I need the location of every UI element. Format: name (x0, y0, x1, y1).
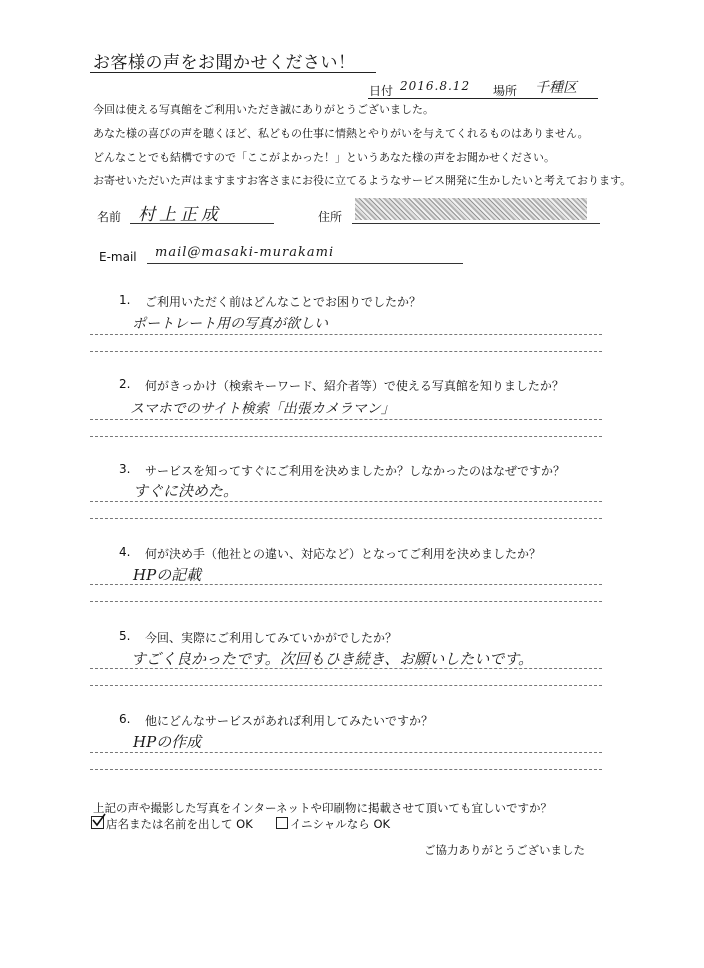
address-underline (352, 223, 600, 224)
answer-1-line-2 (90, 351, 602, 352)
title-underline (90, 72, 376, 73)
answer-5-line-1 (90, 668, 602, 669)
answer-6-line-2 (90, 769, 602, 770)
option-name-label: 店名または名前を出して OK (106, 817, 253, 831)
question-6-text: 他にどんなサービスがあれば利用してみたいですか？ (145, 714, 434, 728)
answer-1-line-1 (90, 334, 602, 335)
intro-line-2: あなた様の喜びの声を聴くほど、私どもの仕事に情熱とやりがいを与えてくれるものはありません。 (93, 127, 589, 140)
date-label: 日付 (369, 84, 394, 98)
answer-2-line-2 (90, 436, 602, 437)
permission-question: 上記の声や撮影した写真をインターネットや印刷物に掲載させて頂いても宜しいですか？ (93, 801, 552, 815)
question-5-number: 5. (119, 629, 131, 643)
email-label: E-mail (99, 250, 137, 264)
intro-line-1: 今回は使える写真館をご利用いただき誠にありがとうございました。 (93, 103, 434, 116)
question-3-text: サービスを知ってすぐにご利用を決めましたか？しなかったのはなぜですか？ (145, 464, 566, 478)
answer-3-line-1 (90, 501, 602, 502)
date-place-underline (368, 98, 598, 99)
place-label: 場所 (493, 84, 518, 98)
question-4-text: 何が決め手（他社との違い、対応など）となってご利用を決めましたか？ (145, 547, 542, 561)
form-title: お客様の声をお聞かせください！ (93, 53, 356, 73)
check-mark-icon (91, 813, 106, 828)
intro-line-4: お寄せいただいた声はますますお客さまにお役に立てるようなサービス開発に生かしたいと考えております。 (93, 174, 632, 187)
name-underline (130, 223, 274, 224)
question-1-number: 1. (119, 293, 131, 307)
question-2-number: 2. (119, 377, 131, 391)
option-name-checkbox[interactable] (91, 816, 104, 829)
answer-1: ポートレート用の写真が欲しい (132, 316, 328, 332)
question-6-number: 6. (119, 712, 131, 726)
answer-4: HPの記載 (133, 566, 202, 584)
answer-2-line-1 (90, 419, 602, 420)
question-3-number: 3. (119, 462, 131, 476)
answer-5-line-2 (90, 685, 602, 686)
question-4-number: 4. (119, 545, 131, 559)
thanks-message: ご協力ありがとうございました (424, 843, 585, 857)
name-label: 名前 (97, 210, 122, 224)
answer-4-line-2 (90, 601, 602, 602)
answer-6-line-1 (90, 752, 602, 753)
question-1-text: ご利用いただく前はどんなことでお困りでしたか？ (145, 295, 422, 309)
answer-3-line-2 (90, 518, 602, 519)
address-label: 住所 (318, 210, 343, 224)
question-2-text: 何がきっかけ（検索キーワード、紹介者等）で使える写真館を知りましたか？ (145, 379, 564, 393)
answer-3: すぐに決めた。 (133, 482, 239, 500)
email-value: mail@masaki-murakami (155, 245, 335, 260)
name-value: 村上正成 (138, 205, 222, 225)
question-5-text: 今回、実際にご利用してみていかがでしたか？ (145, 631, 398, 645)
answer-4-line-1 (90, 584, 602, 585)
answer-5: すごく良かったです。次回もひき続き、お願いしたいです。 (131, 650, 534, 668)
email-underline (147, 263, 463, 264)
address-redacted (355, 198, 587, 220)
option-initials-checkbox[interactable] (276, 817, 288, 829)
intro-line-3: どんなことでも結構ですので「ここがよかった！」というあなた様の声をお聞かせください。 (93, 151, 555, 164)
answer-6: HPの作成 (133, 733, 202, 751)
date-value: 2016.8.12 (400, 79, 471, 93)
option-initials-label: イニシャルなら OK (290, 817, 391, 831)
answer-2: スマホでのサイト検索「出張カメラマン」 (130, 401, 395, 417)
place-value: 千種区 (535, 80, 577, 96)
